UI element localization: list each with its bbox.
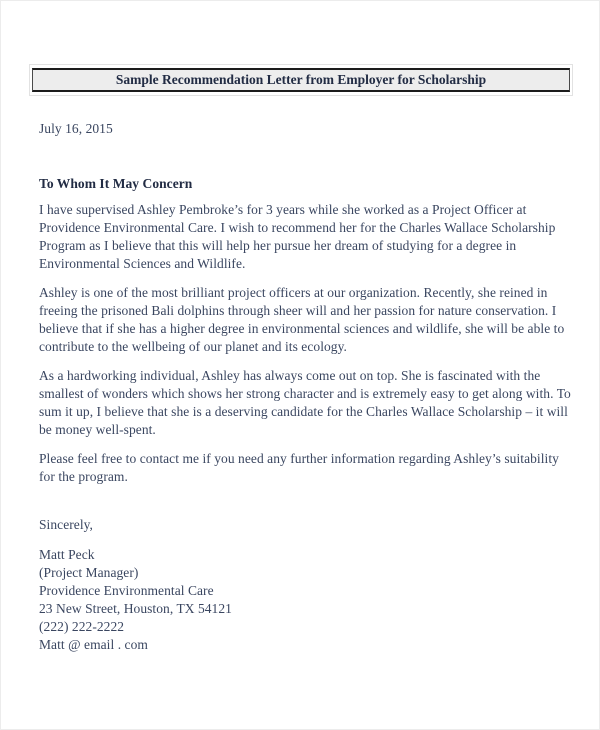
letter-date: July 16, 2015 bbox=[39, 121, 113, 136]
letter-paragraph-2: Ashley is one of the most brilliant project officers at our organization. Recently, she reined in freeing the prisoned Bali dolphins through sheer will and her passion for nature conservation. I believe that if she has a higher degree in environmental sciences and wildlife, she will be able to contribute to the wellbeing of our planet and its ecology. bbox=[39, 285, 565, 354]
letter-closing: Sincerely, bbox=[39, 517, 93, 532]
signature-email: Matt @ email . com bbox=[39, 637, 148, 652]
letter-body bbox=[39, 120, 571, 654]
signature-company: Providence Environmental Care bbox=[39, 583, 214, 598]
signature-block bbox=[39, 546, 571, 654]
signature-job-title: (Project Manager) bbox=[39, 565, 139, 580]
letter-paragraph-4: Please feel free to contact me if you need any further information regarding Ashley’s suitability for the program. bbox=[39, 451, 559, 484]
letter-paragraph-1: I have supervised Ashley Pembroke’s for 3 years while she worked as a Project Officer at Providence Environmental Care. I wish to recommend her for the Charles Wallace Scholarship Program as I believe that this will help her pursue her dream of studying for a degree in Environmental Sciences and Wildlife. bbox=[39, 202, 556, 271]
signature-address: 23 New Street, Houston, TX 54121 bbox=[39, 601, 232, 616]
title-banner-frame bbox=[29, 64, 573, 96]
letter-paragraph-3: As a hardworking individual, Ashley has always come out on top. She is fascinated with the smallest of wonders which shows her strong character and is extremely easy to get along with. To sum it up, I believe that she is a deserving candidate for the Charles Wallace Scholarship – it will be money well-spent. bbox=[39, 368, 571, 437]
signature-name: Matt Peck bbox=[39, 547, 95, 562]
letter-salutation: To Whom It May Concern bbox=[39, 176, 193, 191]
signature-phone: (222) 222-2222 bbox=[39, 619, 125, 634]
letter-banner-title: Sample Recommendation Letter from Employer for Scholarship bbox=[32, 68, 570, 92]
